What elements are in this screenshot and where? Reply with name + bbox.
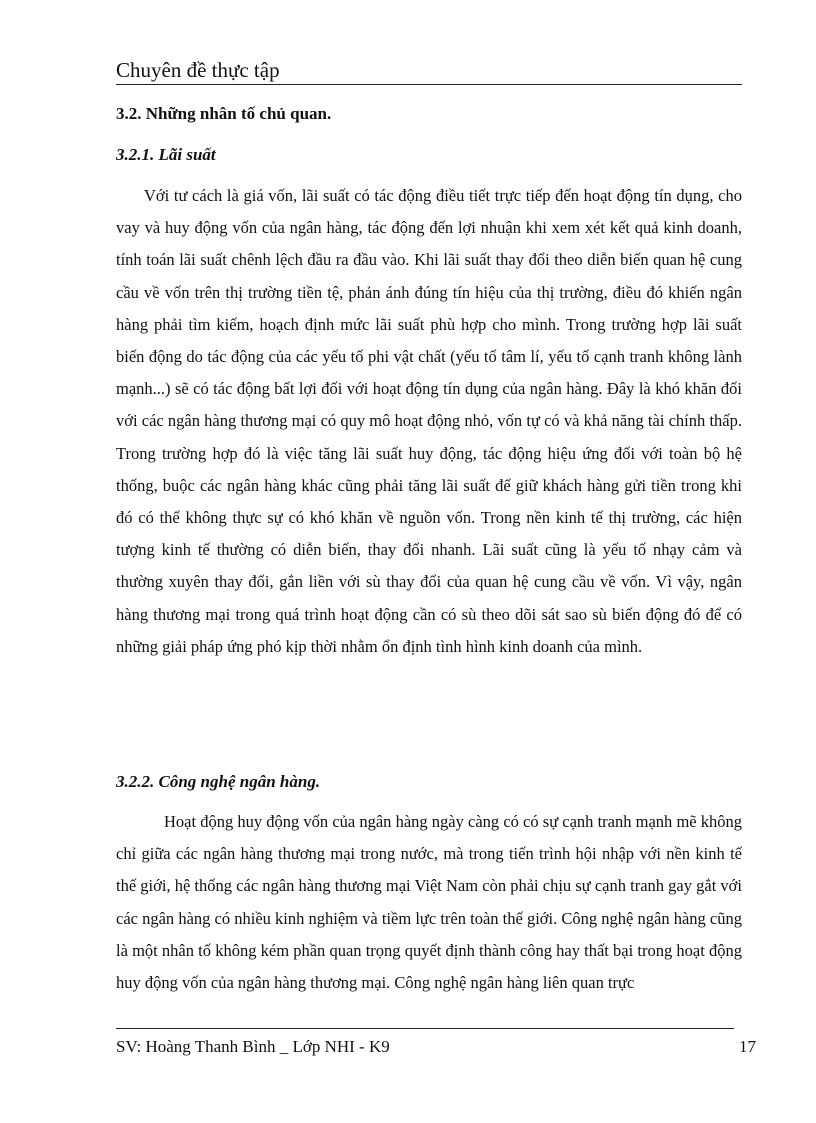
subsection-heading-bank-technology: 3.2.2. Công nghệ ngân hàng. [116, 772, 321, 791]
paragraph-interest-rate: Với tư cách là giá vốn, lãi suất có tác động điều tiết trực tiếp đến hoạt động tín dụng, cho vay và huy động vốn của ngân hàng, tác động đến lợi nhuận khi xem xét kết quả kinh doanh, tính toán lãi suất chênh lệch đầu ra đầu vào. Khi lãi suất thay đổi theo diễn biến quan hệ cung cầu về vốn trên thị trường tiền tệ, phản ánh đúng tín hiệu của thị trường, điều đó khiến ngân hàng phải tìm kiếm, hoạch định mức lãi suất phù hợp cho mình. Trong trường hợp lãi suất biến động do tác động của các yếu tố phi vật chất (yếu tố tâm lí, yếu tố cạnh tranh không lành mạnh...) sẽ có tác động bất lợi đối với hoạt động tín dụng của ngân hàng. Đây là khó khăn đối với các ngân hàng thương mại có quy mô hoạt động nhỏ, vốn tự có và khả năng tài chính thấp. Trong trường hợp đó là việc tăng lãi suất huy động, tác động hiệu ứng đối với toàn bộ hệ thống, buộc các ngân hàng khác cũng phải tăng lãi suất để giữ khách hàng gửi tiền trong khi đó có thể không thực sự có khó khăn về nguồn vốn. Trong nền kinh tế thị trường, các hiện tượng kinh tế thường có diễn biến, thay đổi nhanh. Lãi suất cũng là yếu tố nhạy cảm và thường xuyên thay đổi, gắn liền với sù thay đổi của quan hệ cung cầu về vốn. Vì vậy, ngân hàng thương mại trong quá trình hoạt động cần có sù theo dõi sát sao sù biến động đó để có những giải pháp ứng phó kịp thời nhằm ổn định tình hình kinh doanh của mình. [116, 186, 742, 656]
header-title: Chuyên đề thực tập [116, 58, 280, 82]
page-number: 17 [739, 1037, 756, 1056]
footer-author: SV: Hoàng Thanh Bình _ Lớp NHI - K9 [116, 1037, 390, 1056]
paragraph-bank-technology: Hoạt động huy động vốn của ngân hàng ngày càng có có sự cạnh tranh mạnh mẽ không chỉ giữa các ngân hàng thương mại trong nước, mà trong tiến trình hội nhập với nền kinh tế thế giới, hệ thống các ngân hàng thương mại Việt Nam còn phải chịu sự cạnh tranh gay gắt với các ngân hàng có nhiều kinh nghiệm và tiềm lực trên toàn thế giới. Công nghệ ngân hàng cũng là một nhân tố không kém phần quan trọng quyết định thành công hay thất bại trong hoạt động huy động vốn của ngân hàng thương mại. Công nghệ ngân hàng liên quan trực [116, 812, 742, 993]
footer-rule [116, 1028, 734, 1029]
subsection-heading-interest-rate: 3.2.1. Lãi suất [116, 145, 216, 164]
header-rule [116, 84, 742, 85]
section-heading: 3.2. Những nhân tố chủ quan. [116, 104, 332, 123]
